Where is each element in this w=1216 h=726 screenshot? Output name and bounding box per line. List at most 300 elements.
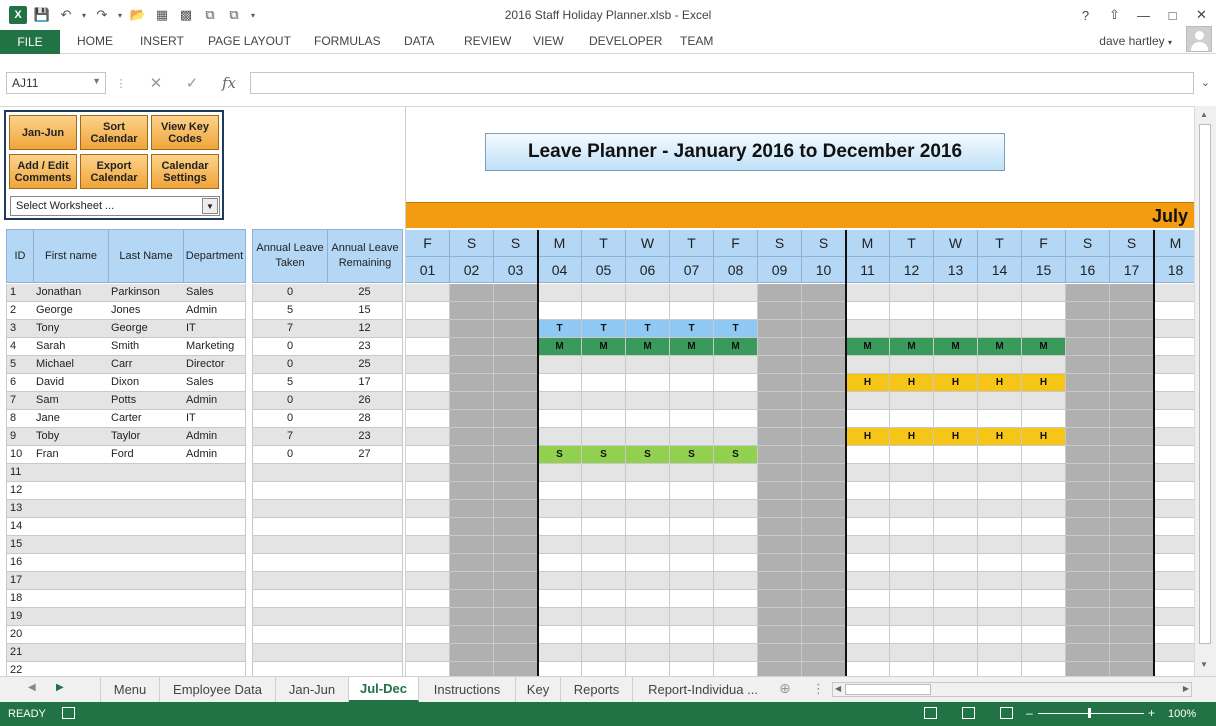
employee-first-cell[interactable] xyxy=(33,626,109,644)
employee-id-cell[interactable]: 14 xyxy=(6,518,34,536)
calendar-cell[interactable] xyxy=(1110,446,1154,464)
view-key-codes-button[interactable]: View Key Codes xyxy=(151,115,219,150)
employee-id-cell[interactable]: 18 xyxy=(6,590,34,608)
calendar-cell[interactable] xyxy=(934,464,978,482)
calendar-cell[interactable]: M xyxy=(714,338,758,356)
employee-last-cell[interactable] xyxy=(108,554,184,572)
calendar-cell[interactable] xyxy=(846,590,890,608)
calendar-cell[interactable] xyxy=(846,392,890,410)
calendar-cell[interactable] xyxy=(1154,554,1194,572)
calendar-cell[interactable] xyxy=(978,320,1022,338)
calendar-cell[interactable] xyxy=(978,392,1022,410)
employee-last-cell[interactable] xyxy=(108,626,184,644)
calendar-cell[interactable]: M xyxy=(670,338,714,356)
sheet-tab-report-individual[interactable]: Report-Individua ... xyxy=(648,682,758,697)
employee-first-cell[interactable]: Toby xyxy=(33,428,109,446)
calendar-cell[interactable] xyxy=(670,518,714,536)
employee-taken-cell[interactable] xyxy=(252,662,328,676)
calendar-cell[interactable] xyxy=(714,464,758,482)
calendar-cell[interactable] xyxy=(1110,536,1154,554)
calendar-cell[interactable] xyxy=(494,518,538,536)
cancel-icon[interactable]: ✕ xyxy=(149,75,163,92)
employee-remaining-cell[interactable] xyxy=(327,500,403,518)
employee-first-cell[interactable]: George xyxy=(33,302,109,320)
calendar-cell[interactable] xyxy=(758,302,802,320)
calendar-cell[interactable] xyxy=(406,500,450,518)
calendar-cell[interactable] xyxy=(714,554,758,572)
employee-remaining-cell[interactable] xyxy=(327,482,403,500)
calendar-cell[interactable] xyxy=(1110,644,1154,662)
employee-remaining-cell[interactable] xyxy=(327,626,403,644)
calendar-cell[interactable] xyxy=(1022,626,1066,644)
calendar-cell[interactable] xyxy=(846,608,890,626)
calendar-cell[interactable] xyxy=(758,662,802,676)
calendar-cell[interactable]: H xyxy=(978,374,1022,392)
calendar-cell[interactable] xyxy=(538,392,582,410)
calendar-cell[interactable] xyxy=(1066,482,1110,500)
calendar-cell[interactable] xyxy=(450,500,494,518)
calendar-cell[interactable] xyxy=(582,554,626,572)
employee-dept-cell[interactable] xyxy=(183,482,246,500)
calendar-cell[interactable] xyxy=(406,482,450,500)
calendar-cell[interactable] xyxy=(978,482,1022,500)
horizontal-scrollbar[interactable] xyxy=(832,682,1192,697)
employee-taken-cell[interactable]: 0 xyxy=(252,392,328,410)
calendar-cell[interactable] xyxy=(714,644,758,662)
employee-remaining-cell[interactable]: 26 xyxy=(327,392,403,410)
calendar-cell[interactable] xyxy=(846,554,890,572)
calendar-cell[interactable] xyxy=(978,446,1022,464)
employee-id-cell[interactable]: 16 xyxy=(6,554,34,572)
calendar-cell[interactable] xyxy=(1066,410,1110,428)
employee-first-cell[interactable] xyxy=(33,518,109,536)
calendar-cell[interactable] xyxy=(450,482,494,500)
calendar-cell[interactable] xyxy=(538,536,582,554)
calendar-cell[interactable] xyxy=(934,590,978,608)
calendar-cell[interactable] xyxy=(1066,590,1110,608)
employee-taken-cell[interactable]: 0 xyxy=(252,284,328,302)
scroll-right-icon[interactable]: ▶ xyxy=(1182,684,1189,693)
calendar-cell[interactable] xyxy=(450,518,494,536)
calendar-cell[interactable] xyxy=(626,518,670,536)
copy-sheet-icon[interactable]: ⧉ xyxy=(205,7,215,22)
calendar-cell[interactable]: H xyxy=(1022,428,1066,446)
calendar-cell[interactable] xyxy=(934,518,978,536)
calendar-cell[interactable] xyxy=(1066,554,1110,572)
calendar-cell[interactable] xyxy=(406,608,450,626)
employee-dept-cell[interactable] xyxy=(183,464,246,482)
export-sheet-icon[interactable]: ⧉ xyxy=(229,7,239,22)
calendar-cell[interactable] xyxy=(582,626,626,644)
employee-dept-cell[interactable]: Marketing xyxy=(183,338,246,356)
calendar-cell[interactable] xyxy=(670,410,714,428)
calendar-cell[interactable]: S xyxy=(538,446,582,464)
calendar-cell[interactable] xyxy=(406,662,450,676)
calendar-cell[interactable] xyxy=(890,572,934,590)
tab-formulas[interactable]: FORMULAS xyxy=(314,34,381,48)
calendar-cell[interactable] xyxy=(758,500,802,518)
calendar-cell[interactable] xyxy=(406,374,450,392)
tab-insert[interactable]: INSERT xyxy=(140,34,184,48)
calendar-cell[interactable] xyxy=(934,302,978,320)
zoom-out-icon[interactable]: – xyxy=(1026,706,1033,720)
calendar-cell[interactable] xyxy=(846,518,890,536)
calendar-cell[interactable] xyxy=(714,572,758,590)
calendar-cell[interactable] xyxy=(538,572,582,590)
calendar-cell[interactable] xyxy=(582,482,626,500)
calendar-cell[interactable] xyxy=(626,464,670,482)
calendar-cell[interactable] xyxy=(406,554,450,572)
calendar-cell[interactable] xyxy=(1066,518,1110,536)
calendar-cell[interactable] xyxy=(1022,536,1066,554)
employee-last-cell[interactable] xyxy=(108,662,184,676)
calendar-cell[interactable] xyxy=(1154,428,1194,446)
employee-first-cell[interactable]: Jonathan xyxy=(33,284,109,302)
employee-id-cell[interactable]: 5 xyxy=(6,356,34,374)
calendar-cell[interactable] xyxy=(758,590,802,608)
calendar-cell[interactable] xyxy=(626,662,670,676)
jan-jun-button[interactable]: Jan-Jun xyxy=(9,115,77,150)
calendar-cell[interactable] xyxy=(582,500,626,518)
calendar-cell[interactable] xyxy=(1110,320,1154,338)
calendar-cell[interactable] xyxy=(582,572,626,590)
employee-id-cell[interactable]: 17 xyxy=(6,572,34,590)
employee-remaining-cell[interactable]: 17 xyxy=(327,374,403,392)
calendar-cell[interactable] xyxy=(802,590,846,608)
calendar-cell[interactable] xyxy=(1066,320,1110,338)
employee-first-cell[interactable]: Sarah xyxy=(33,338,109,356)
calendar-cell[interactable] xyxy=(758,428,802,446)
calendar-cell[interactable] xyxy=(934,572,978,590)
calendar-cell[interactable] xyxy=(978,554,1022,572)
calendar-cell[interactable] xyxy=(494,626,538,644)
employee-first-cell[interactable]: Tony xyxy=(33,320,109,338)
calendar-cell[interactable] xyxy=(890,356,934,374)
calendar-cell[interactable] xyxy=(1022,446,1066,464)
employee-taken-cell[interactable] xyxy=(252,590,328,608)
employee-remaining-cell[interactable]: 28 xyxy=(327,410,403,428)
employee-id-cell[interactable]: 19 xyxy=(6,608,34,626)
calendar-cell[interactable] xyxy=(1066,284,1110,302)
calendar-cell[interactable] xyxy=(494,428,538,446)
calendar-cell[interactable] xyxy=(538,374,582,392)
sheet-tab-jul-dec[interactable]: Jul-Dec xyxy=(349,677,419,702)
calendar-cell[interactable] xyxy=(406,644,450,662)
employee-last-cell[interactable] xyxy=(108,482,184,500)
calendar-cell[interactable] xyxy=(890,446,934,464)
employee-remaining-cell[interactable]: 25 xyxy=(327,356,403,374)
employee-first-cell[interactable]: Jane xyxy=(33,410,109,428)
calendar-cell[interactable] xyxy=(1066,392,1110,410)
calendar-cell[interactable]: M xyxy=(934,338,978,356)
tab-developer[interactable]: DEVELOPER xyxy=(589,34,663,48)
calendar-cell[interactable] xyxy=(802,410,846,428)
calendar-cell[interactable] xyxy=(1110,464,1154,482)
calendar-cell[interactable] xyxy=(890,320,934,338)
calendar-cell[interactable] xyxy=(890,410,934,428)
calendar-cell[interactable] xyxy=(714,500,758,518)
calendar-cell[interactable] xyxy=(494,662,538,676)
employee-last-cell[interactable] xyxy=(108,572,184,590)
calendar-cell[interactable] xyxy=(670,392,714,410)
calendar-cell[interactable] xyxy=(802,662,846,676)
calendar-cell[interactable] xyxy=(494,644,538,662)
employee-last-cell[interactable]: George xyxy=(108,320,184,338)
calendar-cell[interactable] xyxy=(714,392,758,410)
calendar-cell[interactable] xyxy=(934,320,978,338)
calendar-cell[interactable] xyxy=(626,554,670,572)
calendar-cell[interactable] xyxy=(538,554,582,572)
employee-dept-cell[interactable] xyxy=(183,644,246,662)
calendar-cell[interactable] xyxy=(406,284,450,302)
calendar-cell[interactable]: M xyxy=(538,338,582,356)
calendar-cell[interactable] xyxy=(494,536,538,554)
calendar-cell[interactable] xyxy=(934,410,978,428)
employee-dept-cell[interactable] xyxy=(183,500,246,518)
calendar-cell[interactable] xyxy=(802,644,846,662)
calendar-cell[interactable]: H xyxy=(846,374,890,392)
calendar-cell[interactable] xyxy=(802,518,846,536)
calendar-cell[interactable] xyxy=(802,608,846,626)
calendar-cell[interactable] xyxy=(406,392,450,410)
calendar-cell[interactable]: H xyxy=(890,428,934,446)
employee-last-cell[interactable] xyxy=(108,464,184,482)
calendar-cell[interactable] xyxy=(978,284,1022,302)
calendar-cell[interactable] xyxy=(582,644,626,662)
calendar-cell[interactable] xyxy=(450,410,494,428)
calendar-cell[interactable] xyxy=(758,464,802,482)
employee-first-cell[interactable] xyxy=(33,500,109,518)
calendar-cell[interactable] xyxy=(1066,302,1110,320)
calendar-cell[interactable] xyxy=(890,644,934,662)
calendar-cell[interactable] xyxy=(582,356,626,374)
calendar-cell[interactable] xyxy=(758,392,802,410)
employee-dept-cell[interactable]: Director xyxy=(183,356,246,374)
calendar-cell[interactable] xyxy=(802,356,846,374)
calendar-cell[interactable] xyxy=(406,590,450,608)
calendar-cell[interactable] xyxy=(450,590,494,608)
calendar-cell[interactable] xyxy=(934,284,978,302)
calendar-cell[interactable] xyxy=(538,500,582,518)
employee-id-cell[interactable]: 12 xyxy=(6,482,34,500)
calendar-cell[interactable]: M xyxy=(846,338,890,356)
employee-taken-cell[interactable] xyxy=(252,518,328,536)
calendar-cell[interactable] xyxy=(670,572,714,590)
employee-last-cell[interactable]: Carter xyxy=(108,410,184,428)
employee-last-cell[interactable] xyxy=(108,644,184,662)
employee-taken-cell[interactable] xyxy=(252,500,328,518)
calendar-cell[interactable] xyxy=(1154,356,1194,374)
calendar-cell[interactable] xyxy=(1110,356,1154,374)
employee-first-cell[interactable] xyxy=(33,662,109,676)
calendar-cell[interactable] xyxy=(406,410,450,428)
calendar-cell[interactable] xyxy=(450,446,494,464)
calendar-cell[interactable] xyxy=(450,608,494,626)
calendar-cell[interactable] xyxy=(978,626,1022,644)
calendar-cell[interactable] xyxy=(670,608,714,626)
open-folder-icon[interactable]: 📂 xyxy=(129,7,147,22)
calendar-cell[interactable] xyxy=(758,320,802,338)
calendar-cell[interactable] xyxy=(450,302,494,320)
page-break-view-icon[interactable] xyxy=(1000,707,1013,719)
calendar-cell[interactable]: H xyxy=(1022,374,1066,392)
calendar-cell[interactable] xyxy=(494,464,538,482)
calendar-cell[interactable] xyxy=(670,626,714,644)
calendar-cell[interactable] xyxy=(582,284,626,302)
sheet-tab-employee-data[interactable]: Employee Data xyxy=(160,677,276,702)
employee-taken-cell[interactable] xyxy=(252,554,328,572)
calendar-cell[interactable] xyxy=(1154,338,1194,356)
calendar-cell[interactable] xyxy=(406,428,450,446)
calendar-cell[interactable] xyxy=(1022,518,1066,536)
calendar-cell[interactable] xyxy=(758,554,802,572)
calendar-cell[interactable] xyxy=(890,482,934,500)
calendar-cell[interactable] xyxy=(626,572,670,590)
undo-icon[interactable]: ↶ xyxy=(60,7,72,22)
calendar-cell[interactable] xyxy=(846,446,890,464)
employee-remaining-cell[interactable] xyxy=(327,554,403,572)
enter-icon[interactable]: ✓ xyxy=(185,75,199,92)
employee-taken-cell[interactable]: 7 xyxy=(252,428,328,446)
calendar-cell[interactable] xyxy=(1154,374,1194,392)
page-layout-view-icon[interactable] xyxy=(962,707,975,719)
employee-dept-cell[interactable]: Admin xyxy=(183,392,246,410)
calendar-cell[interactable] xyxy=(978,590,1022,608)
tab-scroll-right-icon[interactable]: ▶ xyxy=(56,682,64,693)
calendar-cell[interactable] xyxy=(494,572,538,590)
calendar-cell[interactable] xyxy=(670,482,714,500)
redo-icon[interactable]: ↷ xyxy=(96,7,108,22)
employee-remaining-cell[interactable] xyxy=(327,464,403,482)
calendar-cell[interactable] xyxy=(670,356,714,374)
calendar-cell[interactable] xyxy=(714,410,758,428)
calendar-cell[interactable] xyxy=(538,302,582,320)
calendar-cell[interactable] xyxy=(626,626,670,644)
calendar-cell[interactable] xyxy=(450,662,494,676)
calendar-cell[interactable]: S xyxy=(714,446,758,464)
calendar-cell[interactable] xyxy=(494,374,538,392)
calendar-cell[interactable] xyxy=(1154,536,1194,554)
chevron-down-icon[interactable]: ▼ xyxy=(202,198,218,214)
calendar-cell[interactable] xyxy=(802,626,846,644)
calendar-cell[interactable] xyxy=(670,428,714,446)
calendar-cell[interactable] xyxy=(1066,572,1110,590)
calendar-cell[interactable]: H xyxy=(890,374,934,392)
calendar-cell[interactable] xyxy=(1066,626,1110,644)
calendar-cell[interactable] xyxy=(1110,338,1154,356)
employee-dept-cell[interactable]: IT xyxy=(183,320,246,338)
calendar-cell[interactable] xyxy=(846,464,890,482)
employee-first-cell[interactable] xyxy=(33,608,109,626)
calendar-cell[interactable] xyxy=(406,518,450,536)
calendar-cell[interactable] xyxy=(582,590,626,608)
employee-id-cell[interactable]: 3 xyxy=(6,320,34,338)
calendar-cell[interactable] xyxy=(1022,284,1066,302)
calendar-cell[interactable] xyxy=(626,374,670,392)
calendar-cell[interactable] xyxy=(1154,482,1194,500)
calendar-cell[interactable] xyxy=(670,500,714,518)
employee-dept-cell[interactable] xyxy=(183,554,246,572)
calendar-cell[interactable] xyxy=(538,428,582,446)
calendar-cell[interactable] xyxy=(758,626,802,644)
calendar-cell[interactable] xyxy=(802,374,846,392)
employee-remaining-cell[interactable]: 15 xyxy=(327,302,403,320)
user-account[interactable] xyxy=(1099,34,1172,48)
vertical-scrollbar[interactable] xyxy=(1194,106,1216,676)
calendar-cell[interactable] xyxy=(802,554,846,572)
calendar-cell[interactable] xyxy=(1110,518,1154,536)
zoom-slider-thumb[interactable] xyxy=(1088,708,1091,718)
calendar-cell[interactable] xyxy=(758,410,802,428)
employee-remaining-cell[interactable] xyxy=(327,608,403,626)
employee-first-cell[interactable] xyxy=(33,590,109,608)
calendar-cell[interactable] xyxy=(890,608,934,626)
calendar-cell[interactable] xyxy=(934,356,978,374)
export-calendar-button[interactable]: Export Calendar xyxy=(80,154,148,189)
calendar-cell[interactable] xyxy=(538,644,582,662)
employee-dept-cell[interactable]: IT xyxy=(183,410,246,428)
calendar-cell[interactable] xyxy=(450,644,494,662)
calendar-cell[interactable] xyxy=(802,500,846,518)
calendar-cell[interactable] xyxy=(1110,284,1154,302)
calendar-cell[interactable] xyxy=(626,482,670,500)
calendar-cell[interactable] xyxy=(714,536,758,554)
employee-dept-cell[interactable] xyxy=(183,572,246,590)
calendar-cell[interactable] xyxy=(1066,356,1110,374)
calendar-cell[interactable]: M xyxy=(978,338,1022,356)
employee-last-cell[interactable]: Jones xyxy=(108,302,184,320)
employee-remaining-cell[interactable]: 27 xyxy=(327,446,403,464)
employee-first-cell[interactable] xyxy=(33,464,109,482)
calendar-cell[interactable] xyxy=(934,662,978,676)
calendar-cell[interactable]: T xyxy=(670,320,714,338)
calendar-cell[interactable] xyxy=(494,410,538,428)
calendar-cell[interactable] xyxy=(538,284,582,302)
calendar-cell[interactable] xyxy=(1154,302,1194,320)
calendar-cell[interactable] xyxy=(1110,572,1154,590)
calendar-cell[interactable] xyxy=(406,446,450,464)
calendar-cell[interactable] xyxy=(494,608,538,626)
calendar-cell[interactable] xyxy=(1066,428,1110,446)
calendar-cell[interactable] xyxy=(846,662,890,676)
calendar-cell[interactable] xyxy=(494,302,538,320)
employee-remaining-cell[interactable] xyxy=(327,644,403,662)
calendar-cell[interactable] xyxy=(626,536,670,554)
calendar-cell[interactable] xyxy=(1022,662,1066,676)
insert-function-icon[interactable]: fx xyxy=(221,74,236,92)
calendar-cell[interactable] xyxy=(890,392,934,410)
calendar-cell[interactable] xyxy=(1110,482,1154,500)
calendar-cell[interactable] xyxy=(758,644,802,662)
calendar-cell[interactable] xyxy=(582,518,626,536)
calendar-cell[interactable] xyxy=(626,644,670,662)
calendar-cell[interactable] xyxy=(890,500,934,518)
calendar-cell[interactable] xyxy=(802,572,846,590)
calendar-cell[interactable] xyxy=(978,536,1022,554)
calendar-cell[interactable] xyxy=(1066,464,1110,482)
employee-taken-cell[interactable]: 5 xyxy=(252,302,328,320)
employee-dept-cell[interactable] xyxy=(183,536,246,554)
calendar-cell[interactable] xyxy=(1022,590,1066,608)
calendar-cell[interactable] xyxy=(934,392,978,410)
sheet-tab-key[interactable]: Key xyxy=(516,677,561,702)
employee-remaining-cell[interactable] xyxy=(327,518,403,536)
calendar-cell[interactable] xyxy=(890,284,934,302)
employee-remaining-cell[interactable] xyxy=(327,590,403,608)
calendar-cell[interactable] xyxy=(1022,410,1066,428)
minimize-icon[interactable]: — xyxy=(1137,7,1150,23)
employee-taken-cell[interactable]: 7 xyxy=(252,320,328,338)
